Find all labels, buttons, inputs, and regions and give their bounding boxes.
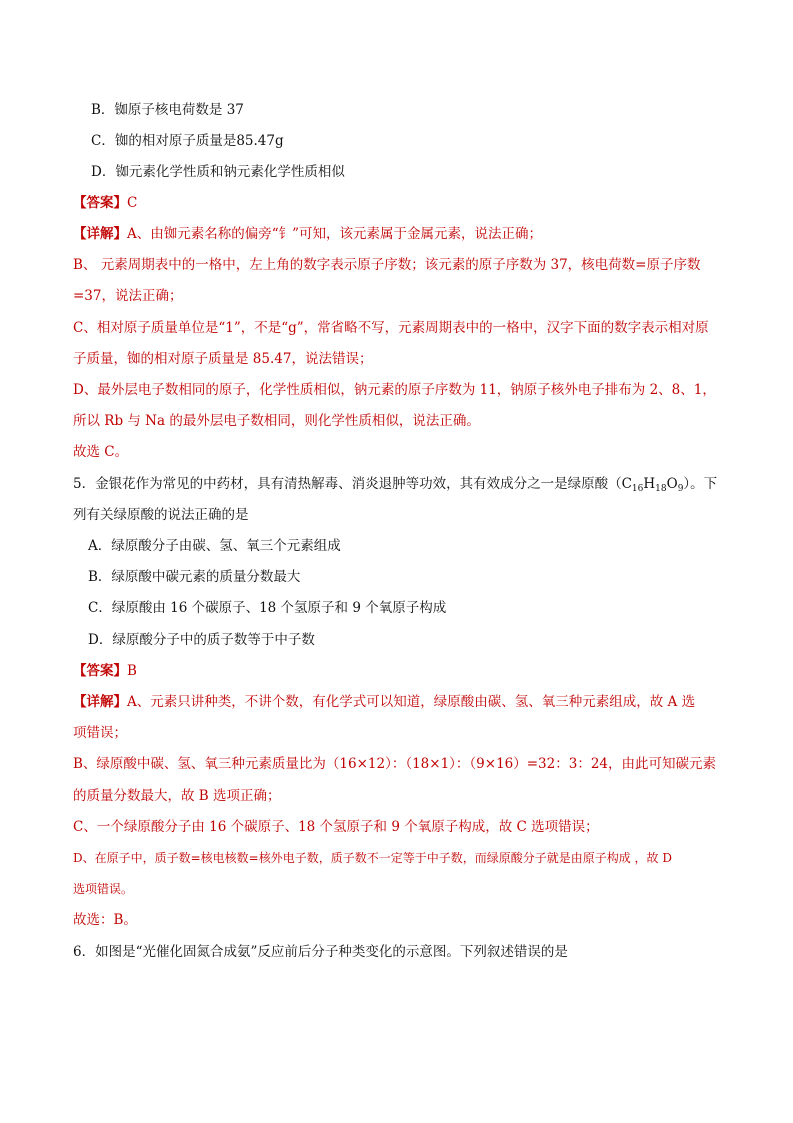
q5-answer [73,661,723,681]
q5-option-b: B．绿原酸中碳元素的质量分数最大 [88,569,301,585]
q4-explanation-line [73,224,723,244]
q5-explanation-line: 项错误； [73,725,127,741]
q4-explanation-line: 子质量，铷的相对原子质量是 85.47，说法错误； [73,351,373,367]
q4-explanation-line: C、相对原子质量单位是“1”，不是“g”，常省略不写，元素周期表中的一格中，汉字下面的数字表示相对原 [73,320,709,336]
q5-conclusion: 故选：B。 [73,912,137,928]
q4-answer [73,193,723,213]
formula-h: H [643,476,656,492]
q4-explanation-line: D、最外层电子数相同的原子，化学性质相似，钠元素的原子序数为 11，钠原子核外电子排布为 2、8、1， [73,382,716,398]
q4-option-c: C．铷的相对原子质量是85.47g [91,133,284,149]
q5-explanation-line: B、绿原酸中碳、氢、氧三种元素质量比为（16×12）：（18×1）：（9×16）=32：3：24，由此可知碳元素 [73,756,717,772]
explanation-text: A、由铷元素名称的偏旁“钅”可知，该元素属于金属元素，说法正确； [127,226,543,242]
q5-explanation-line: 选项错误。 [73,882,134,896]
formula-o: O [666,476,678,492]
answer-value: C [127,195,138,211]
q6-stem: 6．如图是“光催化固氮合成氨”反应前后分子种类变化的示意图。下列叙述错误的是 [73,944,568,960]
q5-stem [73,474,723,494]
explanation-tag: 【详解】 [73,226,127,242]
formula-o-subscript: 9 [677,484,684,494]
answer-tag: 【答案】 [73,195,127,211]
explanation-text: A、元素只讲种类，不讲个数，有化学式可以知道，绿原酸由碳、氢、氧三种元素组成，故 A 选 [127,694,696,710]
answer-value: B [127,663,137,679]
q5-option-c: C．绿原酸由 16 个碳原子、18 个氢原子和 9 个氧原子构成 [88,600,447,616]
q4-explanation-line: =37，说法正确； [73,288,183,304]
q4-option-b: B．铷原子核电荷数是 37 [91,102,244,118]
q4-explanation-line: 所以 Rb 与 Na 的最外层电子数相同，则化学性质相似，说法正确。 [73,413,480,429]
q4-conclusion: 故选 C。 [73,444,129,460]
q5-option-a: A．绿原酸分子由碳、氢、氧三个元素组成 [88,538,341,554]
q5-explanation-line [73,692,723,712]
q5-option-d: D．绿原酸分子中的质子数等于中子数 [88,632,315,648]
q4-explanation-line: B、 元素周期表中的一格中，左上角的数字表示原子序数；该元素的原子序数为 37，核电荷数=原子序数 [73,257,701,273]
q5-stem-text: 5．金银花作为常见的中药材，具有清热解毒、消炎退肿等功效，其有效成分之一是绿原酸（C [73,476,632,492]
q5-explanation-line: D、在原子中，质子数=核电核数=核外电子数，质子数不一定等于中子数，而绿原酸分子就是由原子构成 ，故 D [73,851,672,865]
formula-c-subscript: 16 [631,484,644,494]
answer-tag: 【答案】 [73,663,127,679]
q5-explanation-line: 的质量分数最大，故 B 选项正确； [73,788,281,804]
q5-stem-line2: 列有关绿原酸的说法正确的是 [73,507,249,523]
formula-h-subscript: 18 [655,484,667,494]
q5-explanation-line: C、一个绿原酸分子由 16 个碳原子、18 个氢原子和 9 个氧原子构成，故 C 选项错误； [73,819,599,835]
explanation-tag: 【详解】 [73,694,127,710]
q4-option-d: D．铷元素化学性质和钠元素化学性质相似 [91,164,345,180]
q5-stem-text-end: ）。下 [683,476,718,492]
